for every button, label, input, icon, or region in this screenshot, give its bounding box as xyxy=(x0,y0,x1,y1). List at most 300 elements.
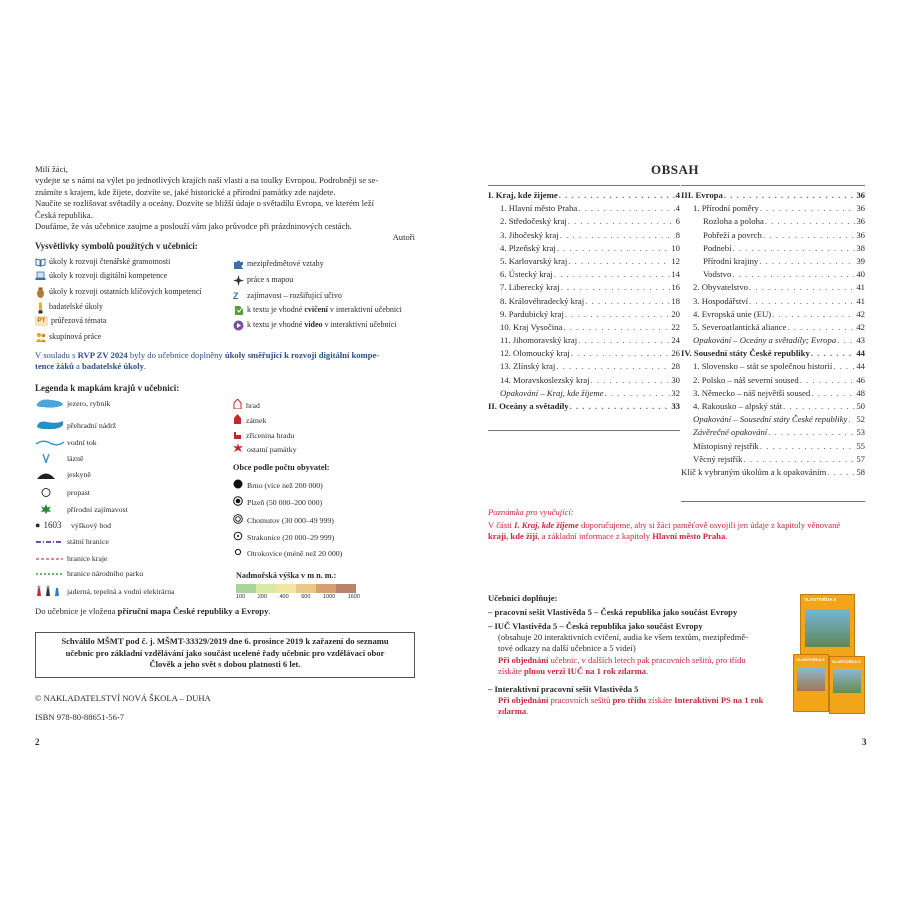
toc-entry xyxy=(488,309,680,322)
toc-leader-dots xyxy=(563,322,670,332)
toc-entry xyxy=(681,269,865,282)
toc-leader-dots xyxy=(743,454,855,464)
toc-entry-label: 2. Středočeský kraj xyxy=(500,216,567,227)
town-row xyxy=(233,496,322,508)
legend-label: hranice kraje xyxy=(67,554,108,563)
cover-title: VLASTIVĚDA 5 xyxy=(832,659,861,664)
toc-entry-page: 33 xyxy=(671,401,680,411)
toc-leader-dots xyxy=(759,256,855,266)
legend-row xyxy=(35,585,175,597)
divider xyxy=(488,185,680,186)
legend-label: přehradní nádrž xyxy=(67,420,117,430)
toc-leader-dots xyxy=(783,401,855,411)
intro-line: Milí žáci, xyxy=(35,164,68,174)
supplement-workbook: – pracovní sešit Vlastivěda 5 – Česká republika jako součást Evropy xyxy=(488,607,738,617)
toc-leader-dots xyxy=(732,269,855,279)
toc-entry xyxy=(681,414,865,427)
interactive-cover xyxy=(829,656,865,714)
toc-entry xyxy=(488,243,680,256)
toc-entry-label: 5. Karlovarský kraj xyxy=(500,255,568,266)
toc-entry-label: Klíč k vybraným úkolům a k opakováním xyxy=(681,466,827,477)
legend-label: výškový bod xyxy=(71,520,112,530)
symbol-row xyxy=(233,305,402,315)
toc-entry-page: 44 xyxy=(856,348,865,359)
toc-leader-dots xyxy=(833,361,855,371)
toc-entry-label: 2. Polsko – náš severní soused xyxy=(693,374,799,385)
legend-row xyxy=(35,520,111,530)
toc-entry-label: Podnebí xyxy=(703,242,732,253)
symbol-label: k textu je vhodné cvičení v interaktivní učebnici xyxy=(247,305,402,314)
toc-entry-page: 22 xyxy=(671,321,680,332)
symbol-label: úkoly k rozvoji čtenářské gramotnosti xyxy=(49,257,171,266)
intro-line: Naučíte se rozlišovat světadíly a oceány. Dozvíte se bližší údaje o světadílu Evropa, ve kterém leží xyxy=(35,198,375,209)
toc-leader-dots xyxy=(811,348,855,358)
approval-line: Člověk a jeho svět s dobou platnosti 6 let. xyxy=(149,659,301,669)
toc-entry-page: 8 xyxy=(675,229,680,240)
intro-text xyxy=(35,164,415,244)
toc-entry-page: 4 xyxy=(675,190,680,200)
cave-icon xyxy=(35,469,67,480)
z-icon: Z xyxy=(233,291,239,301)
symbol-row xyxy=(35,302,103,312)
nature-point-icon xyxy=(35,503,67,515)
legend-row xyxy=(35,503,128,515)
toc-entry xyxy=(681,441,865,454)
toc-entry-label: Opakování – Oceány a světadíly; Evropa xyxy=(693,335,837,346)
height-point-value: 1603 xyxy=(43,520,62,530)
toc-leader-dots xyxy=(565,309,670,319)
compass-icon xyxy=(233,275,244,285)
toc-entry xyxy=(681,427,865,440)
legend-label: jaderná, tepelná a vodní elektrárna xyxy=(67,586,175,596)
toc-leader-dots xyxy=(578,335,670,345)
toc-leader-dots xyxy=(749,296,855,306)
altitude-ticks xyxy=(236,594,360,600)
toc-entry-label: Místopisný rejstřík xyxy=(693,440,759,451)
toc-entry-page: 36 xyxy=(856,229,865,240)
toc-title: OBSAH xyxy=(650,162,699,177)
legend-label: hrad xyxy=(246,400,260,410)
toc-entry xyxy=(681,296,865,309)
legend-label: hranice národního parku xyxy=(67,569,144,578)
toc-entry-label: 3. Německo – náš největší soused xyxy=(693,387,811,398)
toc-entry xyxy=(488,269,680,282)
symbols-heading: Vysvětlivky symbolů použitých v učebnici: xyxy=(35,241,198,251)
symbol-label: úkoly k rozvoji ostatních klíčových kompetencí xyxy=(49,287,202,296)
symbol-label: k textu je vhodné video v interaktivní učebnici xyxy=(247,320,397,329)
toc-entry-label: 14. Moravskoslezský kraj xyxy=(500,374,590,385)
symbol-label: skupinová práce xyxy=(49,332,102,341)
magnifier-icon xyxy=(35,302,46,312)
altitude-tick: 600 xyxy=(301,594,311,600)
chateau-icon xyxy=(233,414,242,426)
toc-entry-label: 4. Evropská unie (EU) xyxy=(693,308,772,319)
toc-entry-page: 58 xyxy=(856,466,865,477)
symbol-label: úkoly k rozvoji digitální kompetence xyxy=(49,271,168,280)
altitude-swatch xyxy=(236,584,256,593)
toc-entry-page: 48 xyxy=(856,387,865,398)
symbol-label: zajímavost – rozšiřující učivo xyxy=(247,291,342,300)
toc-entry-page: 52 xyxy=(856,414,865,425)
intro-line: Doufáme, že vás učebnice zaujme a poslouží vám jako průvodce při prázdninových cestách. xyxy=(35,221,352,232)
lake-icon xyxy=(35,398,67,409)
supplement-iuc-details: (obsahuje 20 interaktivních cvičení, audia ke všem textům, mezipředmě- tové odkazy na další učebnice a 5 videí) Při objednání učebnic, v dalších letech pak pracovních sešitů, pro třídu získáte plnou verzi IUČ na 1 rok zdarma. xyxy=(498,632,798,678)
toc-entry xyxy=(681,282,865,295)
town-large-icon xyxy=(233,479,243,491)
legend-label: lázně xyxy=(67,454,84,463)
toc-leader-dots xyxy=(827,467,855,477)
region-border-icon xyxy=(35,556,67,562)
abyss-icon xyxy=(35,487,67,498)
toc-leader-dots xyxy=(848,414,855,424)
toc-entry xyxy=(488,335,680,348)
toc-entry-page: 41 xyxy=(856,295,865,306)
toc-leader-dots xyxy=(763,230,855,240)
toc-entry xyxy=(488,375,680,388)
toc-leader-dots xyxy=(559,190,675,200)
toc-entry-label: 3. Hospodářství xyxy=(693,295,749,306)
toc-entry-page: 26 xyxy=(671,348,680,359)
legend-row xyxy=(35,453,83,464)
workbook-cover xyxy=(793,654,829,712)
toc-entry-label: 4. Rakousko – alpský stát xyxy=(693,401,783,411)
altitude-tick: 1600 xyxy=(347,594,360,600)
toc-leader-dots xyxy=(570,401,671,411)
toc-entry-label: Přírodní krajiny xyxy=(703,255,759,266)
toc-leader-dots xyxy=(585,296,670,306)
toc-leader-dots xyxy=(591,375,671,385)
toc-entry-page: 12 xyxy=(671,255,680,266)
toc-entry-label: Závěrečné opakování xyxy=(693,427,768,438)
legend-row xyxy=(233,429,294,441)
town-row xyxy=(233,547,342,559)
toc-entry-label: 3. Jihočeský kraj xyxy=(500,229,559,240)
legend-label: jezero, rybník xyxy=(67,399,111,408)
spa-icon xyxy=(35,453,67,464)
castle-icon xyxy=(233,399,242,411)
toc-entry xyxy=(681,335,865,348)
toc-entry-page: 41 xyxy=(856,282,865,293)
toc-leader-dots xyxy=(560,230,675,240)
legend-row xyxy=(233,443,297,455)
height-point-icon: ● 1603 xyxy=(35,520,62,530)
supplement-ips-details: Při objednání pracovních sešitů pro třídu získáte Interaktivní PS na 1 rok zdarma. xyxy=(498,695,764,717)
legend-label: ostatní památky xyxy=(247,444,297,454)
approval-line: učebnic pro základní vzdělávání jako součást ucelené řady učebnic pro vzdělávací obor xyxy=(65,647,385,658)
toc-entry-label: Pobřeží a povrch xyxy=(703,229,762,240)
symbol-row xyxy=(35,316,106,326)
supplement-iuc-title: – IUČ Vlastivěda 5 – Česká republika jako součást Evropy xyxy=(488,621,703,631)
toc-entry xyxy=(681,203,865,216)
toc-leader-dots xyxy=(568,256,670,266)
toc-entry-page: 44 xyxy=(856,361,865,372)
toc-leader-dots xyxy=(568,216,675,226)
cover-photo xyxy=(805,609,850,647)
toc-section-heading xyxy=(488,190,680,203)
legend-row xyxy=(35,569,143,578)
reservoir-icon xyxy=(35,419,67,431)
book-icon xyxy=(35,257,46,267)
page-number-right: 3 xyxy=(862,737,867,747)
toc-entry-label: 9. Pardubický kraj xyxy=(500,308,564,319)
cover-title: VLASTIVĚDA 5 xyxy=(796,657,825,662)
toc-leader-dots xyxy=(772,309,855,319)
toc-column-left xyxy=(488,190,680,414)
toc-section-heading xyxy=(681,190,865,203)
cover-photo xyxy=(797,667,825,691)
toc-entry xyxy=(488,282,680,295)
group-work-icon xyxy=(35,332,46,342)
divider xyxy=(681,185,865,186)
toc-leader-dots xyxy=(605,388,671,398)
toc-entry-page: 20 xyxy=(671,308,680,319)
national-park-border-icon xyxy=(35,571,67,577)
castle-ruin-icon xyxy=(233,429,242,441)
altitude-tick: 400 xyxy=(279,594,289,600)
toc-entry-page: 36 xyxy=(856,216,865,227)
toc-entry-label: 2. Obyvatelstvo xyxy=(693,282,749,293)
towns-heading: Obce podle počtu obyvatel: xyxy=(233,463,330,472)
toc-entry xyxy=(681,216,865,229)
legend-label: jeskyně xyxy=(67,470,91,479)
town-row xyxy=(233,514,334,526)
page-number-left: 2 xyxy=(35,737,40,747)
toc-entry xyxy=(681,309,865,322)
toc-entry-label: 12. Olomoucký kraj xyxy=(500,348,570,359)
toc-entry-page: 30 xyxy=(671,374,680,385)
laptop-icon xyxy=(35,271,46,281)
toc-entry xyxy=(488,322,680,335)
legend-label: vodní tok xyxy=(67,438,97,447)
video-icon xyxy=(233,320,244,330)
toc-leader-dots xyxy=(578,203,674,213)
legend-label: zřícenina hradu xyxy=(246,430,295,440)
exercise-icon xyxy=(233,305,244,315)
legend-row xyxy=(35,537,109,546)
toc-entry xyxy=(681,243,865,256)
toc-leader-dots xyxy=(561,282,671,292)
toc-entry-label: 11. Jihomoravský kraj xyxy=(500,335,578,346)
toc-entry xyxy=(488,216,680,229)
supplement-line: (obsahuje 20 interaktivních cvičení, audia ke všem textům, mezipředmě- xyxy=(498,632,749,642)
symbol-row xyxy=(233,259,324,269)
toc-entry-label: 13. Zlínský kraj xyxy=(500,361,556,372)
altitude-tick: 100 xyxy=(236,594,246,600)
teacher-note-title: Poznámka pro vyučující: xyxy=(488,507,574,517)
puzzle-icon xyxy=(233,259,244,269)
toc-leader-dots xyxy=(768,427,855,437)
legend-row xyxy=(233,414,266,426)
toc-entry xyxy=(681,467,865,480)
river-icon xyxy=(35,439,67,447)
approval-line: Schválilo MŠMT pod č. j. MŠMT-33329/2019 dne 6. prosince 2019 k zařazení do seznamu xyxy=(61,636,389,646)
toc-entry-label: I. Kraj, kde žijeme xyxy=(488,190,558,200)
toc-entry xyxy=(681,256,865,269)
toc-entry-page: 50 xyxy=(856,401,865,411)
altitude-swatch xyxy=(256,584,276,593)
toc-entry-page: 40 xyxy=(856,269,865,280)
toc-entry-label: 4. Plzeňský kraj xyxy=(500,242,556,253)
symbol-row xyxy=(35,287,202,297)
town-row xyxy=(233,479,323,491)
intro-line: Česká republika. xyxy=(35,209,93,220)
toc-section-heading xyxy=(681,348,865,361)
toc-entry xyxy=(681,454,865,467)
toc-entry-label: 7. Liberecký kraj xyxy=(500,282,560,293)
legend-row xyxy=(35,554,107,563)
supplements-heading: Učebnici doplňuje: xyxy=(488,593,558,603)
toc-entry-label: 1. Přírodní poměry xyxy=(693,203,759,214)
toc-leader-dots xyxy=(760,203,855,213)
toc-entry-label: 1. Hlavní město Praha xyxy=(500,203,578,214)
toc-entry-page: 57 xyxy=(856,453,865,464)
toc-entry-label: Opakování – Sousední státy České republiky xyxy=(693,414,848,425)
rvp-note: V souladu s RVP ZV 2024 byly do učebnice doplněny úkoly směřující k rozvoji digitální kompe- tence žáků a badatelské úkoly. xyxy=(35,350,380,372)
legend-label: Otrokovice (méně než 20 000) xyxy=(247,548,343,558)
divider xyxy=(681,501,865,502)
toc-entry-page: 10 xyxy=(671,242,680,253)
cover-title: VLASTIVĚDA 5 xyxy=(804,597,837,602)
toc-entry-label: III. Evropa xyxy=(681,190,723,200)
toc-entry-page: 39 xyxy=(856,255,865,266)
altitude-tick: 200 xyxy=(257,594,267,600)
altitude-heading: Nadmořská výška v m n. m.: xyxy=(236,571,337,580)
toc-entry-label: Opakování – Kraj, kde žijeme xyxy=(500,387,604,398)
toc-entry-page: 38 xyxy=(856,242,865,253)
toc-entry-page: 42 xyxy=(856,321,865,332)
toc-entry-label: 5. Severoatlantická aliance xyxy=(693,321,787,332)
toc-entry xyxy=(488,348,680,361)
toc-entry xyxy=(681,230,865,243)
legend-row xyxy=(35,419,116,431)
jar-icon xyxy=(35,287,46,297)
legend-row xyxy=(35,398,110,409)
legend-label: Strakonice (20 000–29 999) xyxy=(247,532,335,542)
toc-entry-label: 10. Kraj Vysočina xyxy=(500,321,563,332)
toc-leader-dots xyxy=(557,243,671,253)
toc-entry-page: 43 xyxy=(856,335,865,346)
symbol-row xyxy=(233,291,342,301)
map-note: Do učebnice je vložena příruční mapa České republiky a Evropy. xyxy=(35,606,271,616)
altitude-scale xyxy=(236,584,356,593)
toc-entry-label: 1. Slovensko – stát se společnou historií xyxy=(693,361,833,372)
toc-entry-label: 6. Ústecký kraj xyxy=(500,269,553,280)
legend-label: Chomutov (30 000–49 999) xyxy=(247,515,334,525)
monument-icon xyxy=(233,443,243,455)
toc-entry xyxy=(488,296,680,309)
symbol-label: mezipředmětové vztahy xyxy=(247,259,324,268)
town-medium-icon xyxy=(233,496,243,508)
toc-entry-page: 53 xyxy=(856,427,865,438)
altitude-swatch xyxy=(316,584,336,593)
toc-entry xyxy=(681,388,865,401)
legend-label: státní hranice xyxy=(67,537,109,546)
toc-leader-dots xyxy=(554,269,670,279)
teacher-note: V části I. Kraj, kde žijeme doporučujeme, aby si žáci paměťově osvojili jen údaje z kapitoly věnované kraji, kde žijí, a základní informace z kapitoly Hlavní město Praha. xyxy=(488,520,841,542)
toc-entry xyxy=(488,361,680,374)
intro-line: vydejte se s námi na výlet po jednotlivých krajích naší vlasti a na toulky Evropou. Podrobněji se se- xyxy=(35,175,379,186)
approval-box xyxy=(35,632,415,678)
toc-entry xyxy=(681,375,865,388)
toc-entry-label: Rozloha a poloha xyxy=(703,216,764,227)
legend-row xyxy=(35,487,90,498)
legend-label: zámek xyxy=(246,415,267,425)
toc-entry-page: 55 xyxy=(856,440,865,451)
legend-row xyxy=(35,438,97,447)
altitude-swatch xyxy=(336,584,356,593)
toc-entry-page: 16 xyxy=(671,282,680,293)
symbol-row xyxy=(35,271,167,281)
toc-entry-label: Věcný rejstřík xyxy=(693,453,743,464)
toc-entry-label: 8. Královéhradecký kraj xyxy=(500,295,585,306)
town-smallest-icon xyxy=(233,547,243,559)
map-legend-heading: Legenda k mapkám krajů v učebnici: xyxy=(35,383,180,393)
legend-label: Brno (více než 200 000) xyxy=(247,480,323,490)
isbn: ISBN 978-80-88651-56-7 xyxy=(35,712,125,722)
toc-entry xyxy=(488,256,680,269)
altitude-swatch xyxy=(276,584,296,593)
toc-section-heading xyxy=(488,401,680,414)
right-page xyxy=(450,0,900,900)
toc-entry xyxy=(681,322,865,335)
toc-entry-page: 32 xyxy=(671,387,680,398)
toc-entry xyxy=(488,230,680,243)
copyright: © NAKLADATELSTVÍ NOVÁ ŠKOLA – DUHA xyxy=(35,693,211,703)
town-small-icon xyxy=(233,531,243,543)
legend-label: propast xyxy=(67,488,90,497)
toc-entry-page: 36 xyxy=(856,203,865,214)
pt-badge-icon: PT xyxy=(35,316,48,326)
supplement-ips-title: – Interaktivní pracovní sešit Vlastivěda 5 xyxy=(488,684,639,694)
divider xyxy=(488,430,680,431)
symbol-row xyxy=(35,332,101,342)
toc-entry-label: II. Oceány a světadíly xyxy=(488,401,569,411)
toc-entry-page: 6 xyxy=(675,216,680,227)
toc-entry-page: 18 xyxy=(671,295,680,306)
toc-entry-page: 4 xyxy=(675,203,680,214)
toc-entry-page: 28 xyxy=(671,361,680,372)
legend-row xyxy=(233,399,260,411)
toc-entry xyxy=(488,203,680,216)
state-border-icon xyxy=(35,539,67,545)
toc-leader-dots xyxy=(765,216,856,226)
symbol-row xyxy=(35,257,170,267)
cover-photo xyxy=(833,669,861,693)
toc-column-right xyxy=(681,190,865,480)
altitude-tick: 1000 xyxy=(322,594,336,600)
symbol-label: práce s mapou xyxy=(247,275,294,284)
symbol-row xyxy=(233,275,293,285)
toc-entry-page: 42 xyxy=(856,308,865,319)
toc-leader-dots xyxy=(556,361,670,371)
symbol-label: badatelské úkoly xyxy=(49,302,103,311)
toc-entry-page: 36 xyxy=(856,190,865,200)
altitude-swatch xyxy=(296,584,316,593)
toc-leader-dots xyxy=(760,441,855,451)
legend-label: Plzeň (50 000–200 000) xyxy=(247,497,323,507)
toc-leader-dots xyxy=(811,388,855,398)
symbol-label: průřezová témata xyxy=(51,316,107,325)
toc-entry-page: 24 xyxy=(671,335,680,346)
toc-entry-label: Vodstvo xyxy=(703,269,732,280)
toc-leader-dots xyxy=(724,190,855,200)
toc-leader-dots xyxy=(800,375,856,385)
symbol-row xyxy=(233,320,397,330)
legend-row xyxy=(35,469,91,480)
town-mid-small-icon xyxy=(233,514,243,526)
toc-entry-page: 46 xyxy=(856,374,865,385)
toc-leader-dots xyxy=(571,348,671,358)
